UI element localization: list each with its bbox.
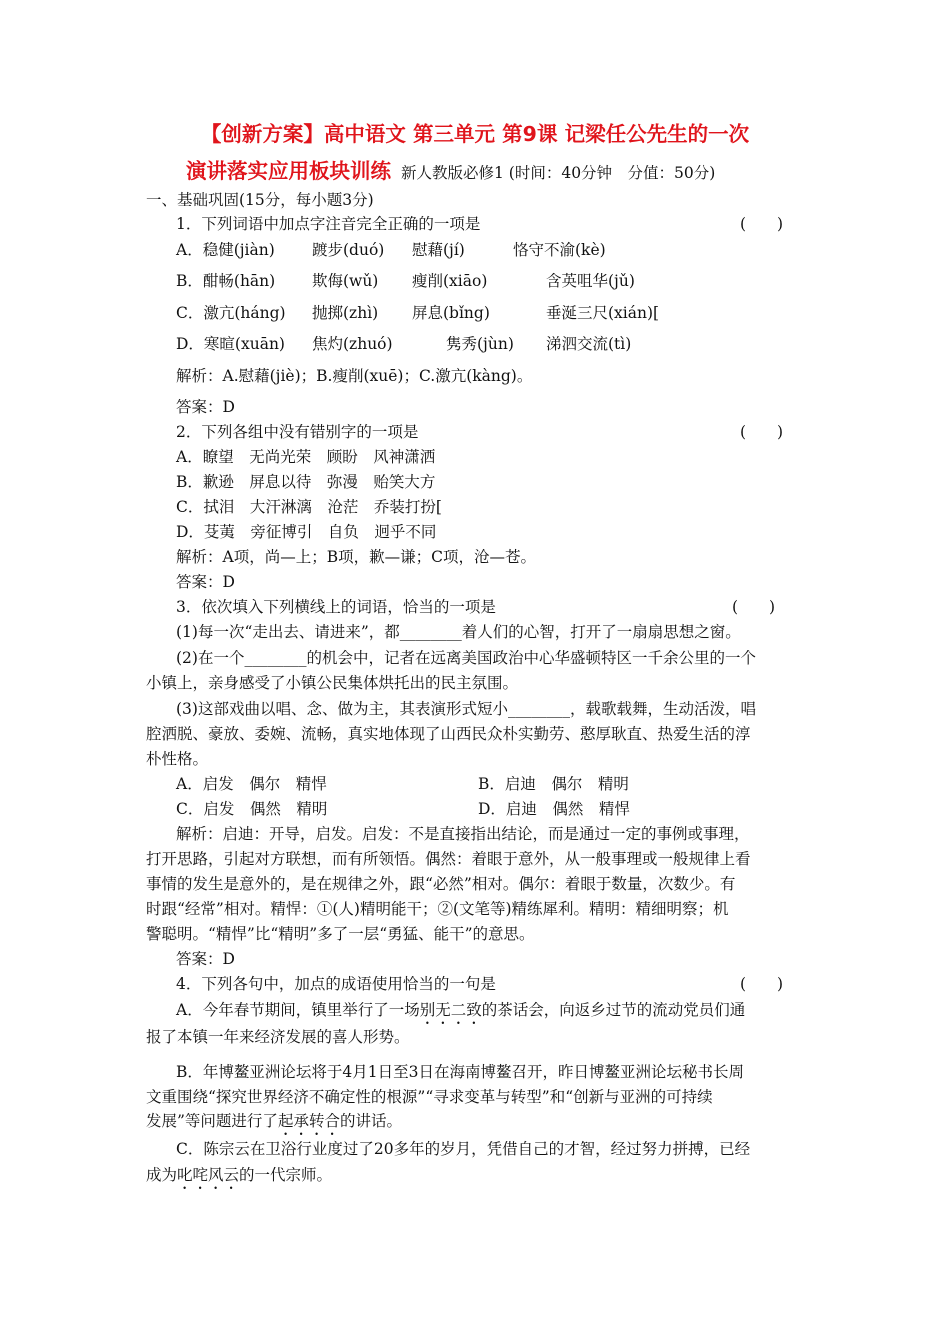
q1-a-4: 恪守不渝(kè): [513, 241, 606, 259]
document-meta: 新人教版必修1 (时间：40分钟 分值：50分): [401, 164, 716, 182]
q3-stem: 3．依次填入下列横线上的词语，恰当的一项是: [176, 598, 496, 616]
q1-answer: 答案：D: [176, 398, 235, 416]
q3-option-d: D．启迪 偶然 精悍: [478, 800, 630, 818]
q2-answer: 答案：D: [176, 573, 235, 591]
q3-option-c: C．启发 偶然 精明: [176, 800, 328, 818]
q2-option-c: C．拭泪 大汗淋漓 沧茫 乔装打扮[: [176, 498, 442, 516]
document-title-line1: 【创新方案】高中语文 第三单元 第9课 记梁任公先生的一次: [200, 122, 750, 146]
q1-c-4: 垂涎三尺(xián)[: [546, 304, 660, 322]
q4-option-c-line1: C．陈宗云在卫浴行业度过了20多年的岁月，凭借自己的才智，经过努力拼搏，已经: [176, 1140, 751, 1158]
q3-analysis-1: 解析：启迪：开导，启发。启发：不是直接指出结论，而是通过一定的事例或事理，: [176, 825, 750, 843]
q3-option-b: B．启迪 偶尔 精明: [478, 775, 629, 793]
q3-answer: 答案：D: [176, 950, 235, 968]
document-title-line2: [186, 157, 715, 187]
q1-b-1: B．酣畅(hān): [176, 272, 276, 290]
q4-option-c-line2: [146, 1164, 332, 1193]
q1-c-2: 抛掷(zhì): [312, 304, 379, 322]
q4-b-idiom: 起承转合: [277, 1112, 340, 1130]
q4-b-pre: 发展”等问题进行了: [146, 1112, 278, 1130]
q1-b-4: 含英咀华(jǔ): [546, 272, 635, 290]
q1-option-a: [176, 239, 275, 261]
q3-sentence-3c: 朴性格。: [146, 750, 209, 768]
q2-stem: 2．下列各组中没有错别字的一项是: [176, 423, 419, 441]
q4-a-idiom: 别无二致: [419, 1001, 482, 1019]
q4-c-pre: 成为: [146, 1166, 178, 1184]
q4-stem: 4．下列各句中，加点的成语使用恰当的一句是: [176, 975, 496, 993]
q1-b-3: 瘦削(xiāo): [412, 272, 488, 290]
q3-analysis-3: 事情的发生是意外的，是在规律之外，跟“必然”相对。偶尔：着眼于数量，次数少。有: [146, 875, 736, 893]
q1-analysis: 解析：A.慰藉(jiè)；B.瘦削(xuē)；C.激亢(kàng)。: [176, 367, 533, 385]
q1-stem: 1．下列词语中加点字注音完全正确的一项是: [176, 215, 481, 233]
q3-sentence-3b: 腔洒脱、豪放、委婉、流畅，真实地体现了山西民众朴实勤劳、憨厚耿直、热爱生活的淳: [146, 725, 751, 743]
q1-a-2: 踱步(duó): [312, 241, 385, 259]
q4-b-post: 的讲话。: [339, 1112, 402, 1130]
q1-d-2: 焦灼(zhuó): [312, 335, 393, 353]
q4-c-idiom: 叱咤风云: [177, 1166, 240, 1184]
q4-a-post: 的茶话会，向返乡过节的流动党员们通: [481, 1001, 746, 1019]
document-title-bold: 演讲落实应用板块训练: [186, 159, 391, 183]
q2-option-b: B．歉逊 屏息以待 弥漫 贻笑大方: [176, 473, 436, 491]
q2-option-d: D．芟荑 旁征博引 自负 迥乎不同: [176, 523, 437, 541]
q3-analysis-5: 警聪明。“精悍”比“精明”多了一层“勇猛、能干”的意思。: [146, 925, 535, 943]
q3-analysis-2: 打开思路，引起对方联想，而有所领悟。偶然：着眼于意外，从一般事理或一般规律上看: [146, 850, 751, 868]
q3-sentence-2b: 小镇上，亲身感受了小镇公民集体烘托出的民主氛围。: [146, 674, 519, 692]
q2-option-a: A．瞭望 无尚光荣 顾盼 风神潇洒: [176, 448, 436, 466]
q3-answer-paren: ( ): [732, 598, 776, 616]
q1-d-3: 隽秀(jùn): [446, 335, 514, 353]
q2-answer-paren: ( ): [740, 423, 784, 441]
q1-c-1: C．激亢(háng): [176, 304, 286, 322]
q1-d-1: D．寒暄(xuān): [176, 335, 285, 353]
q1-answer-paren: ( ): [740, 215, 784, 233]
q4-option-b-line2: 文重围绕“探究世界经济不确定性的根源”“寻求变革与转型”和“创新与亚洲的可持续: [146, 1088, 713, 1106]
q2-analysis: 解析：A项，尚—上；B项，歉—谦；C项，沧—苍。: [176, 548, 536, 566]
q1-b-2: 欺侮(wǔ): [312, 272, 379, 290]
q4-c-post: 的一代宗师。: [239, 1166, 333, 1184]
q3-analysis-4: 时跟“经常”相对。精悍：①(人)精明能干；②(文笔等)精练犀利。精明：精细明察；机: [146, 900, 729, 918]
section-heading: 一、基础巩固(15分，每小题3分): [146, 191, 374, 209]
q4-option-a-line2: 报了本镇一年来经济发展的喜人形势。: [146, 1028, 410, 1046]
q1-a-3: 慰藉(jí): [412, 241, 465, 259]
q3-sentence-3a: (3)这部戏曲以唱、念、做为主，其表演形式短小________，载歌载舞，生动活泼，唱: [176, 700, 756, 718]
q1-c-3: 屏息(bǐng): [412, 304, 490, 322]
q1-a-1: A．稳健(jiàn): [176, 241, 275, 259]
q3-sentence-1: (1)每一次“走出去、请进来”，都________着人们的心智，打开了一扇扇思想之窗。: [176, 623, 741, 641]
q4-option-b-line1: B．年博鳌亚洲论坛将于4月1日至3日在海南博鳌召开，昨日博鳌亚洲论坛秘书长周: [176, 1063, 744, 1081]
q4-a-pre: A．今年春节期间，镇里举行了一场: [176, 1001, 420, 1019]
q3-option-a: A．启发 偶尔 精悍: [176, 775, 327, 793]
q4-option-a-line1: [176, 999, 745, 1028]
q4-answer-paren: ( ): [740, 975, 784, 993]
q4-option-b-line3: [146, 1110, 402, 1139]
q3-sentence-2a: (2)在一个________的机会中，记者在远离美国政治中心华盛顿特区一千余公里的一个: [176, 649, 756, 667]
q1-d-4: 涕泗交流(tì): [546, 335, 632, 353]
